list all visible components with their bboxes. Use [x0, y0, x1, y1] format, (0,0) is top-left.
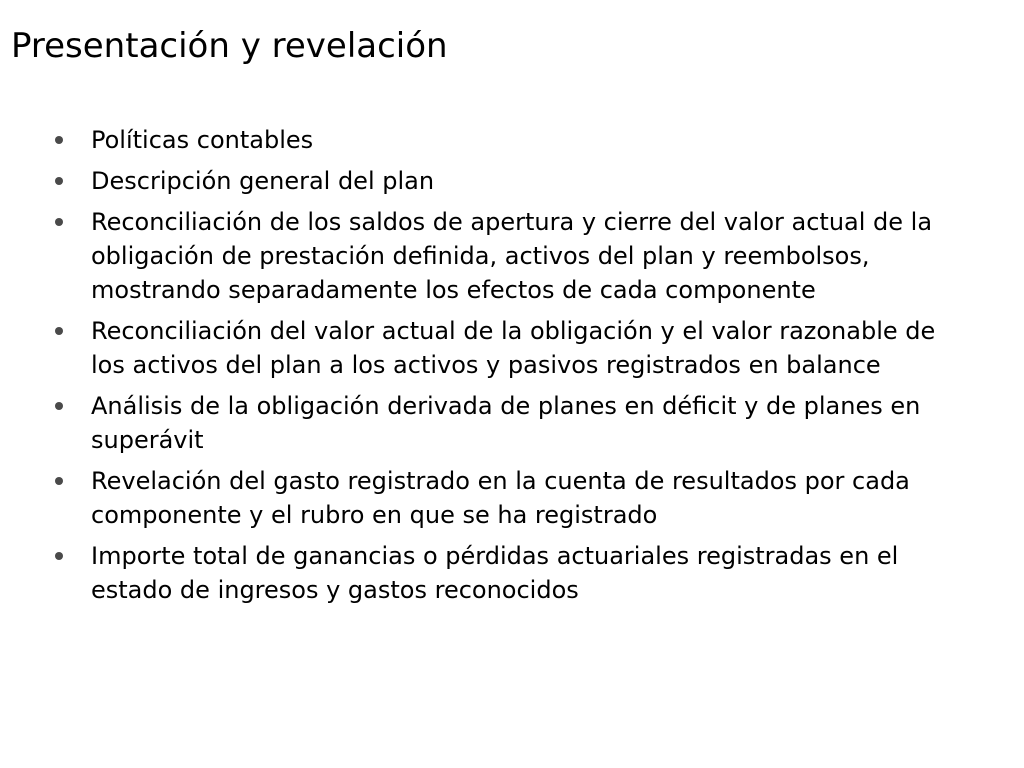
- bullet-dot-icon: [55, 552, 63, 560]
- bullet-dot-icon: [55, 177, 63, 185]
- bullet-dot-icon: [55, 136, 63, 144]
- bullet-item: [55, 123, 955, 157]
- bullet-dot-icon: [55, 218, 63, 226]
- bullet-dot-icon: [55, 327, 63, 335]
- bullet-text: Reconciliación del valor actual de la obligación y el valor razonable de los activos del plan a los activos y pasivos registrados en balance: [91, 317, 936, 379]
- bullet-list: [55, 123, 955, 614]
- bullet-text: Políticas contables: [91, 126, 314, 154]
- bullet-text: Reconciliación de los saldos de apertura y cierre del valor actual de la obligación de prestación definida, activos del plan y reembolsos, mostrando separadamente los efectos de cada componente: [91, 208, 933, 304]
- bullet-item: [55, 389, 955, 457]
- bullet-item: [55, 539, 955, 607]
- bullet-text: Descripción general del plan: [91, 167, 435, 195]
- slide-title: Presentación y revelación: [11, 26, 448, 66]
- bullet-text: Importe total de ganancias o pérdidas actuariales registradas en el estado de ingresos y gastos reconocidos: [91, 542, 899, 604]
- bullet-item: [55, 164, 955, 198]
- bullet-text: Revelación del gasto registrado en la cuenta de resultados por cada componente y el rubro en que se ha registrado: [91, 467, 910, 529]
- bullet-item: [55, 205, 955, 307]
- bullet-dot-icon: [55, 477, 63, 485]
- bullet-dot-icon: [55, 402, 63, 410]
- bullet-item: [55, 314, 955, 382]
- bullet-text: Análisis de la obligación derivada de planes en déficit y de planes en superávit: [91, 392, 921, 454]
- bullet-item: [55, 464, 955, 532]
